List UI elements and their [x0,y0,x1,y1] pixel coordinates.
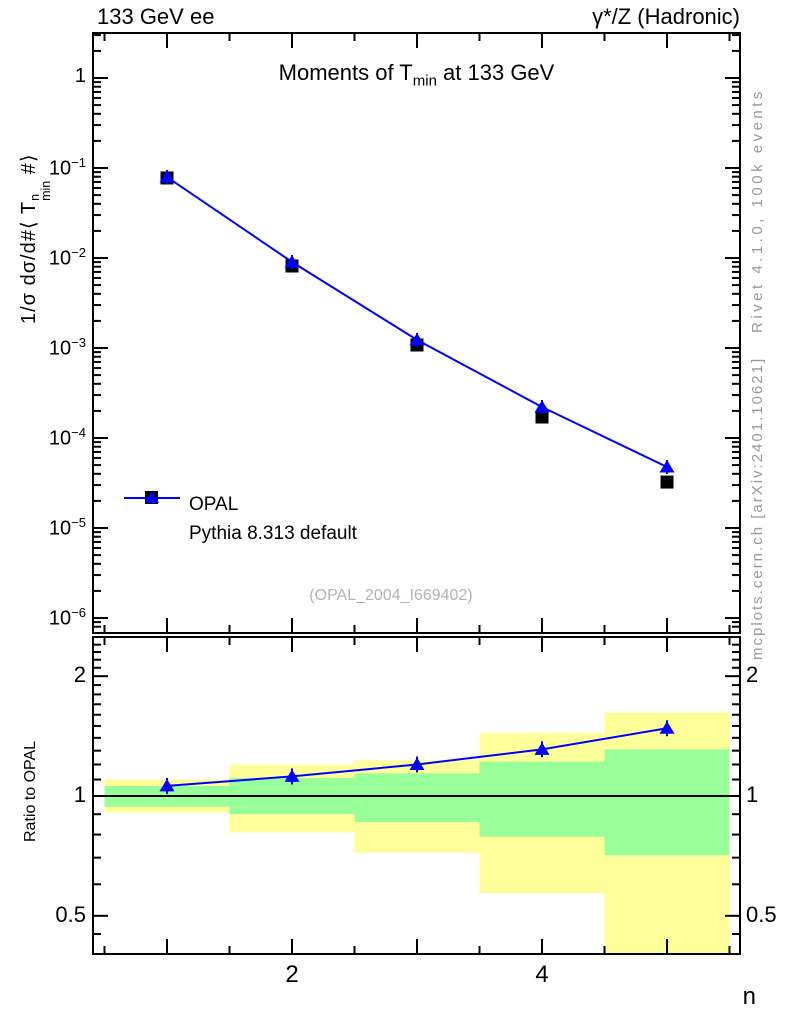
main-y-tick-label: 1 [74,65,86,87]
x-tick-label: 2 [285,961,299,988]
pythia-marker [660,460,675,473]
plot-title-text: Moments of T [278,60,413,85]
ratio-y-tick-label-left: 1 [73,782,86,807]
main-y-tick-label: $10^{-2}$ [48,245,86,270]
main-y-tick-label: $10^{-6}$ [48,605,86,630]
rivet-version-label: Rivet 4.1.0, 100k events [749,88,766,333]
tmin-superscript: n [28,193,42,201]
beam-energy-label: 133 GeV ee [97,4,215,29]
main-y-tick-label: $10^{-1}$ [48,155,86,180]
tmin-subscript: min [39,180,53,201]
main-y-tick-label: $10^{-5}$ [48,515,86,540]
uncertainty-band-green [355,773,480,822]
y-axis-label-text: 1/σ dσ/d#⟨ T [18,200,40,324]
legend-item-pythia [123,519,357,548]
ratio-y-tick-label-left: 0.5 [55,901,86,927]
x-axis-label: n [742,983,756,1010]
plot-title-subscript: min [412,72,437,90]
ratio-y-axis-label: Ratio to OPAL [22,740,39,842]
ratio-y-tick-label-left: 2 [73,662,86,688]
ratio-y-tick-label-right: 1 [746,782,759,807]
ratio-y-tick-label-right: 2 [746,662,759,688]
process-label: γ*/Z (Hadronic) [592,4,740,29]
legend-label-opal: OPAL [189,493,239,515]
opal-marker [661,476,674,489]
uncertainty-band-green [605,749,730,855]
pythia-line [167,177,667,467]
plot-title [93,60,740,89]
main-y-tick-label: $10^{-4}$ [48,425,86,450]
ratio-y-tick-label-right: 0.5 [746,901,777,927]
plot-title-text-2: at 133 GeV [436,60,555,85]
x-tick-label: 4 [535,961,549,988]
y-axis-label-text-2: #⟩ [18,153,40,181]
main-y-tick-label: $10^{-3}$ [48,335,86,360]
triangle-line-marker-icon [123,490,181,506]
mcplots-reference-label: mcplots.cern.ch [arXiv:2401.10621] [749,356,766,660]
uncertainty-band-green [480,762,605,837]
tmin-symbol [30,181,52,201]
legend [123,490,357,548]
legend-label-pythia: Pythia 8.313 default [189,522,357,544]
pythia-marker [535,400,550,413]
analysis-id-watermark: (OPAL_2004_I669402) [309,587,473,604]
